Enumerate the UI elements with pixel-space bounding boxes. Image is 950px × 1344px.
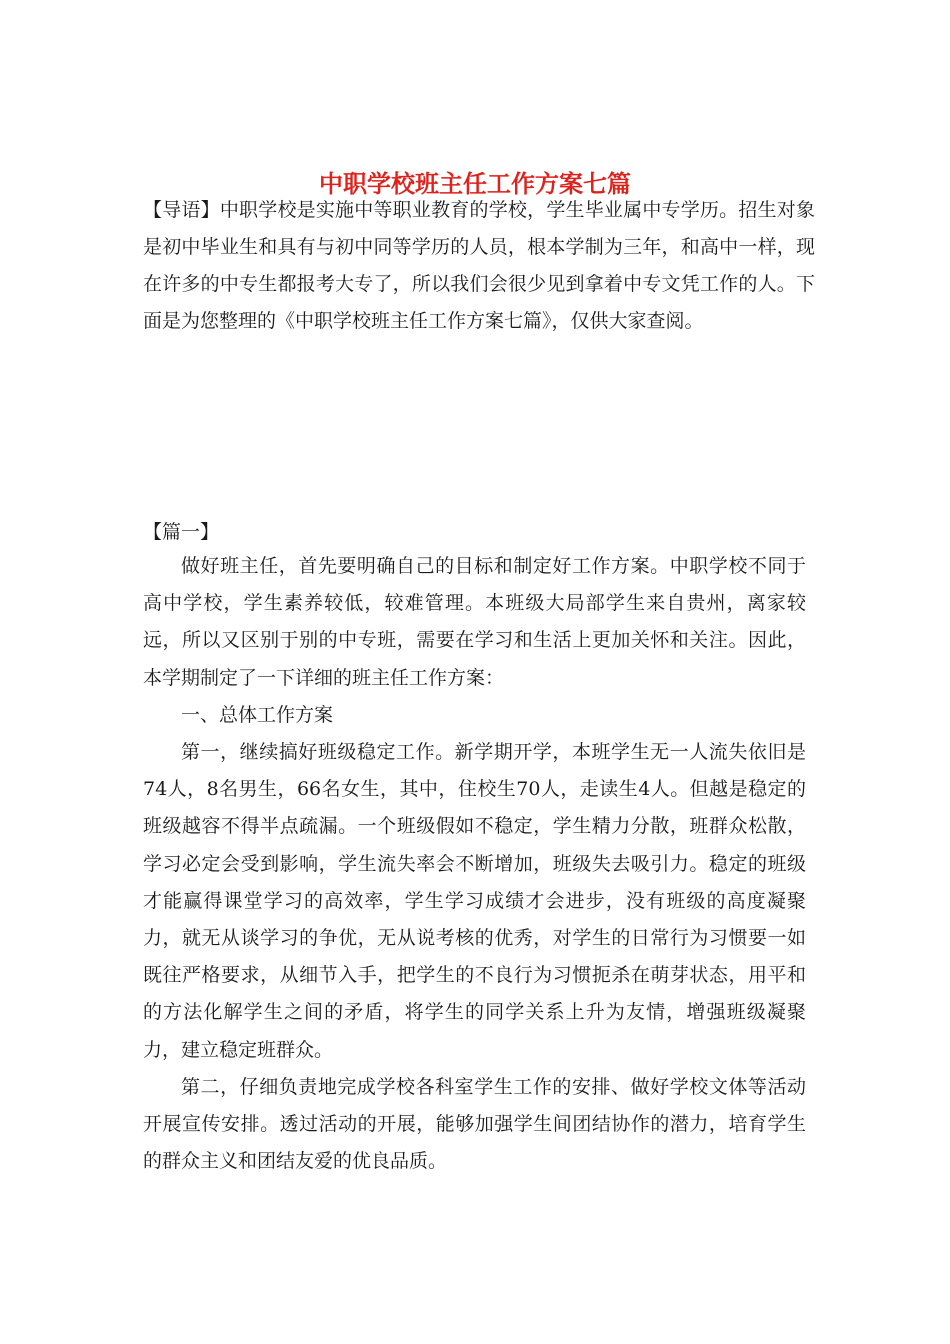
section-body: [143, 548, 806, 1180]
subheading-overall-plan: 一、总体工作方案: [181, 703, 334, 726]
intro-paragraph: 【导语】中职学校是实施中等职业教育的学校，学生毕业属中专学历。招生对象是初中毕业生和具有与初中同等学历的人员，根本学制为三年，和高中一样，现在许多的中专生都报考大专了，所以我们会很少见到拿着中专文凭工作的人。下面是为您整理的《中职学校班主任工作方案七篇》，仅供大家查阅。: [143, 199, 815, 332]
section-label: 【篇一】: [143, 521, 220, 543]
paragraph-3: 第二，仔细负责地完成学校各科室学生工作的安排、做好学校文体等活动开展宣传安排。透过活动的开展，能够加强学生间团结协作的潜力，培育学生的群众主义和团结友爱的优良品质。: [143, 1075, 806, 1173]
paragraph-2: 第一，继续搞好班级稳定工作。新学期开学，本班学生无一人流失依旧是74人，8名男生，66名女生，其中，住校生70人，走读生4人。但越是稳定的班级越容不得半点疏漏。一个班级假如不稳定，学生精力分散，班群众松散，学习必定会受到影响，学生流失率会不断增加，班级失去吸引力。稳定的班级才能赢得课堂学习的高效率，学生学习成绩才会进步，没有班级的高度凝聚力，就无从谈学习的争优，无从说考核的优秀，对学生的日常行为习惯要一如既往严格要求，从细节入手，把学生的不良行为习惯扼杀在萌芽状态，用平和的方法化解学生之间的矛盾，将学生的同学关系上升为友情，增强班级凝聚力，建立稳定班群众。: [143, 741, 806, 1061]
paragraph-1: 做好班主任，首先要明确自己的目标和制定好工作方案。中职学校不同于高中学校，学生素养较低，较难管理。本班级大局部学生来自贵州，离家较远，所以又区别于别的中专班，需要在学习和生活上更加关怀和关注。因此，本学期制定了一下详细的班主任工作方案：: [143, 555, 806, 689]
document-title: 中职学校班主任工作方案七篇: [319, 169, 631, 199]
